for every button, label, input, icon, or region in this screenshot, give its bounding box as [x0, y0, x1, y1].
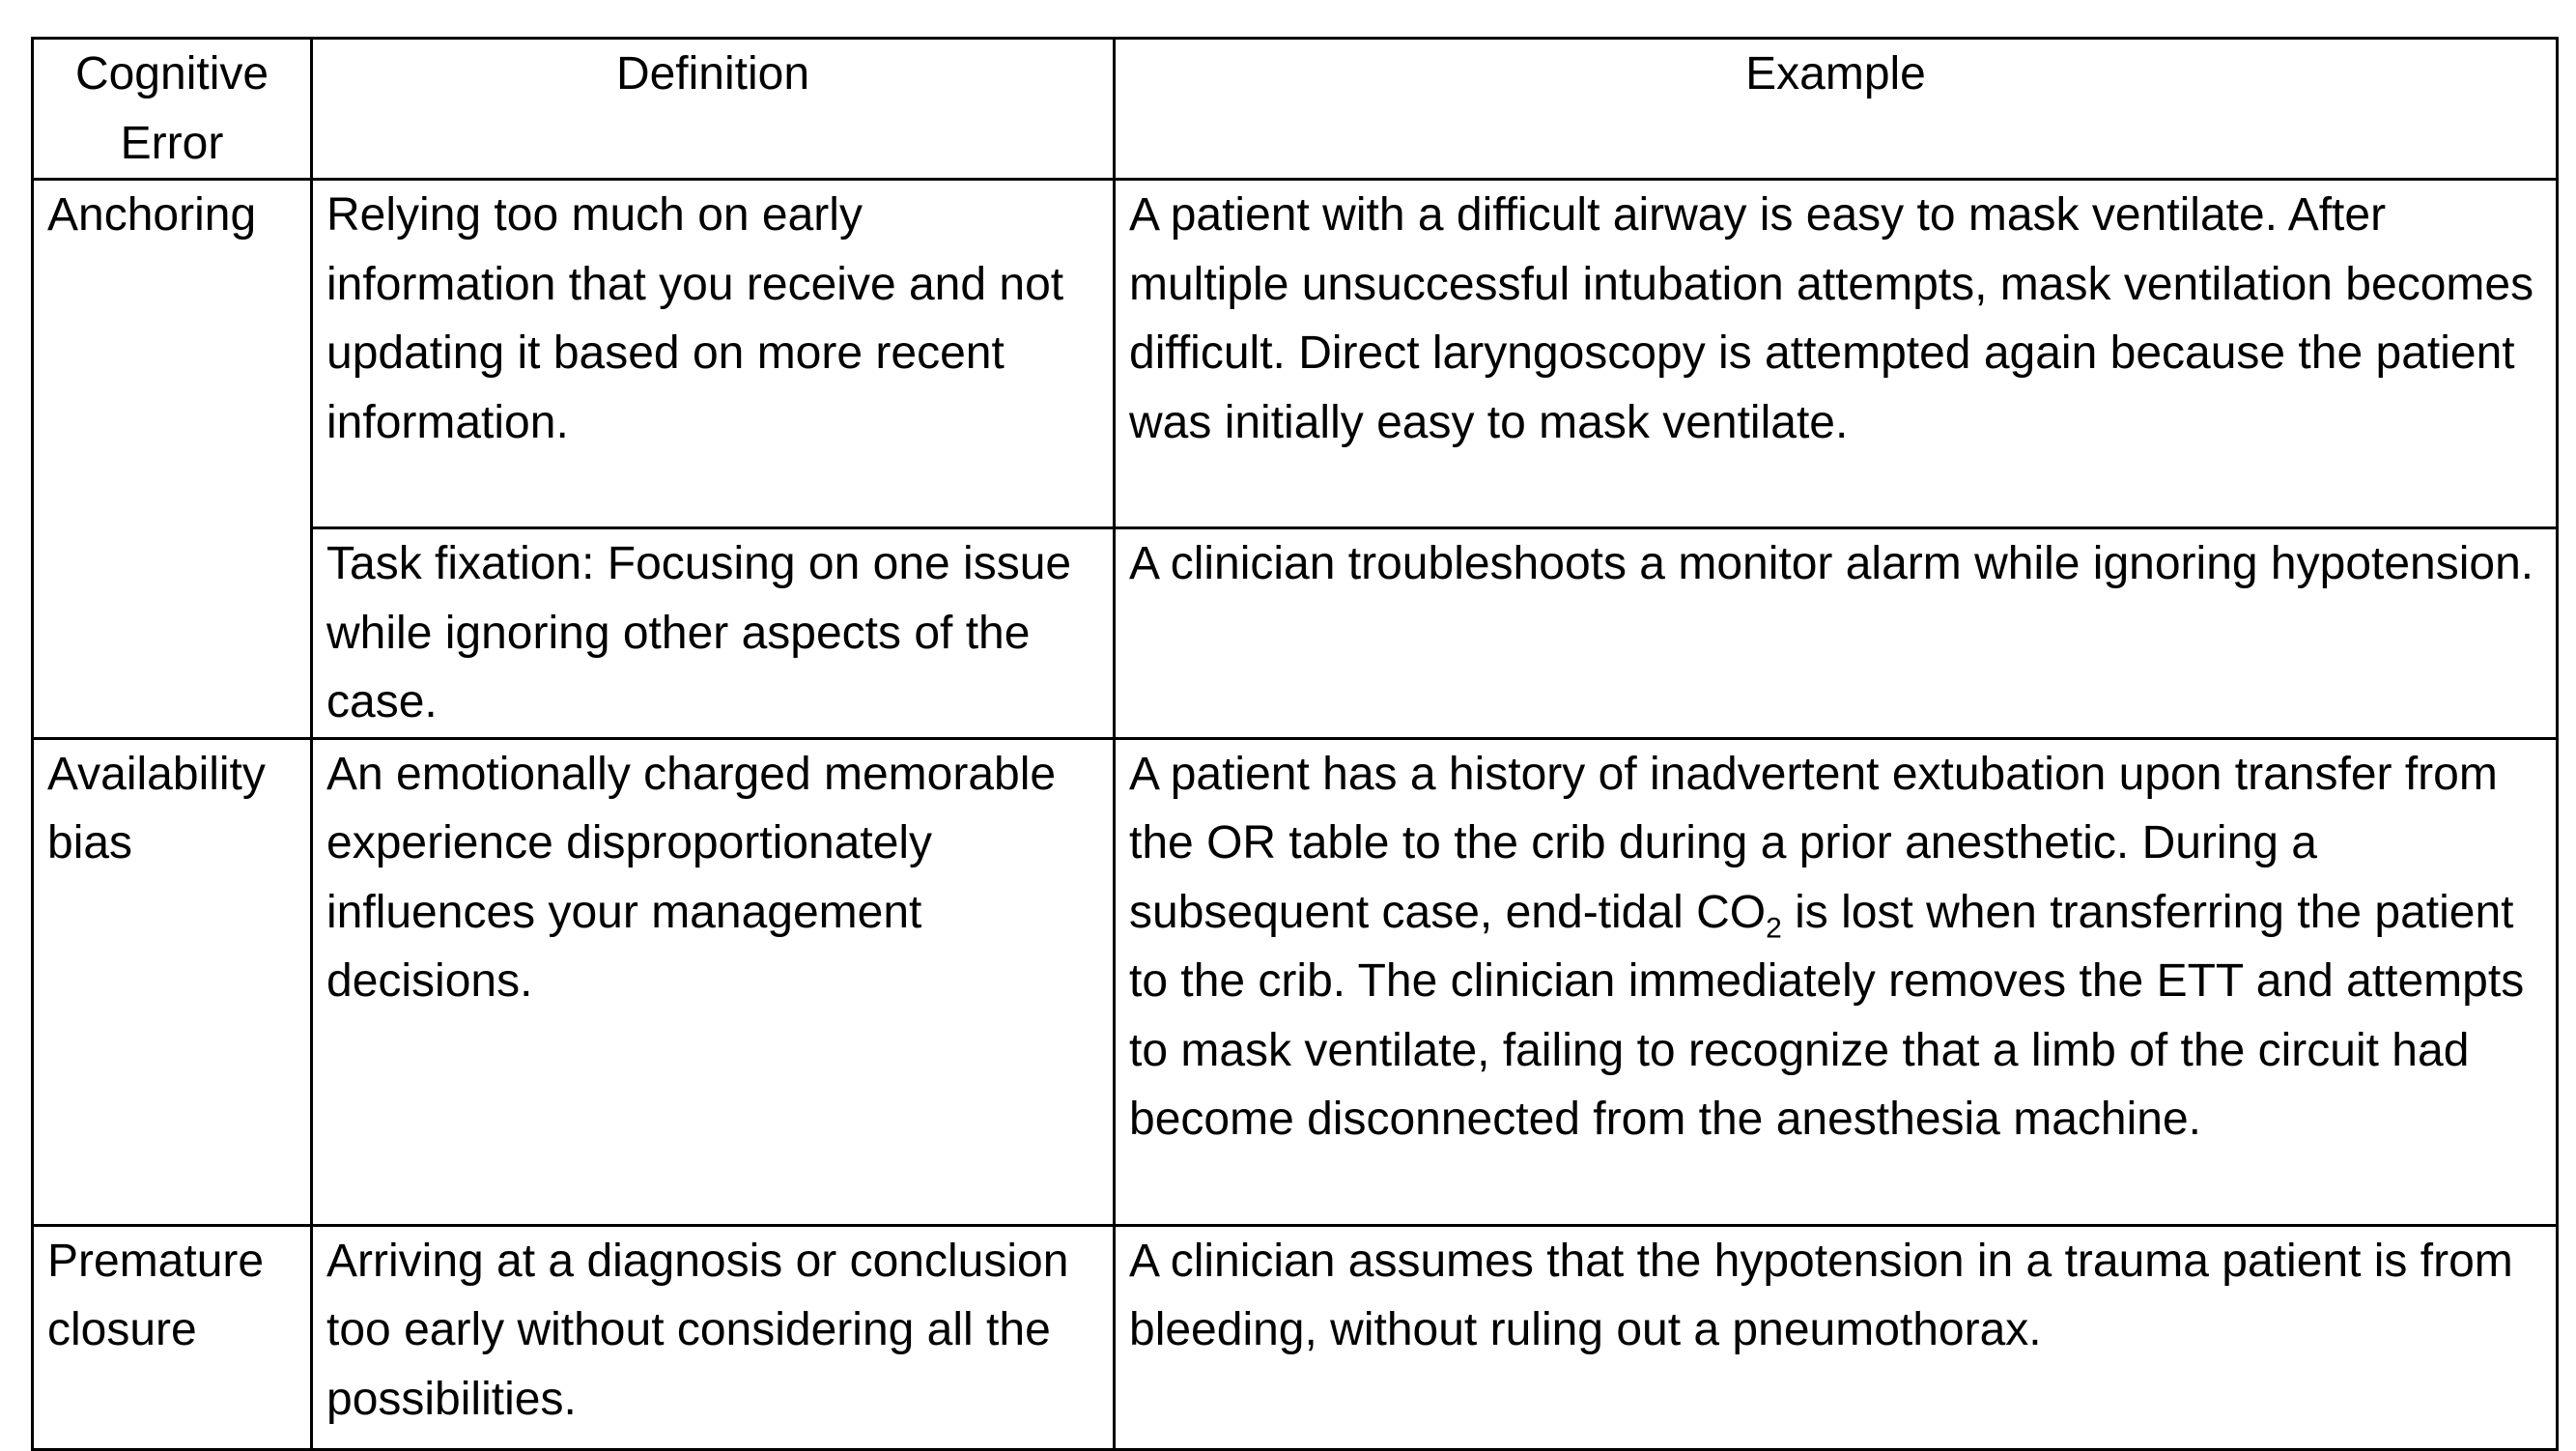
cell-example: A clinician assumes that the hypotension in a trauma patient is from bleeding, without ruling out a pneumothorax.	[1115, 1225, 2558, 1449]
table-row	[33, 528, 2558, 739]
cell-definition: An emotionally charged memorable experience disproportionately influences your management decisions.	[312, 738, 1115, 1225]
table-row	[33, 1225, 2558, 1449]
cell-example: A patient with a difficult airway is easy to mask ventilate. After multiple unsuccessful intubation attempts, mask ventilation becomes difficult. Direct laryngoscopy is attempted again because the patient was initially easy to mask ventilate.	[1115, 180, 2558, 528]
co2-subscript: 2	[1766, 912, 1782, 945]
header-example: Example	[1115, 39, 2558, 180]
table-header-row	[33, 39, 2558, 180]
header-definition: Definition	[312, 39, 1115, 180]
table-row	[33, 180, 2558, 528]
cell-definition: Relying too much on early information that you receive and not updating it based on more recent information.	[312, 180, 1115, 528]
cell-definition: Task fixation: Focusing on one issue while ignoring other aspects of the case.	[312, 528, 1115, 739]
table-row	[33, 738, 2558, 1225]
cell-example	[1115, 738, 2558, 1225]
cell-error-availability-bias: Availability bias	[33, 738, 312, 1225]
cell-definition: Arriving at a diagnosis or conclusion too early without considering all the possibilities.	[312, 1225, 1115, 1449]
cell-error-anchoring: Anchoring	[33, 180, 312, 739]
cell-example: A clinician troubleshoots a monitor alarm while ignoring hypotension.	[1115, 528, 2558, 739]
example-text-part2: is lost when transferring the patient to the crib. The clinician immediately removes the ETT and attempts to mask ventilate, failing to recognize that a limb of the circuit had become disconnected from the anesthesia machine.	[1129, 886, 2525, 1145]
cognitive-errors-table-wrapper	[31, 37, 2556, 1451]
cell-error-premature-closure: Premature closure	[33, 1225, 312, 1449]
cognitive-errors-table	[31, 37, 2559, 1451]
header-cognitive-error: Cognitive Error	[33, 39, 312, 180]
example-text-part1: A patient has a history of inadvertent extubation upon transfer from the OR table to the crib during a prior anesthetic. During a subsequent case, end-tidal CO	[1129, 748, 2498, 938]
